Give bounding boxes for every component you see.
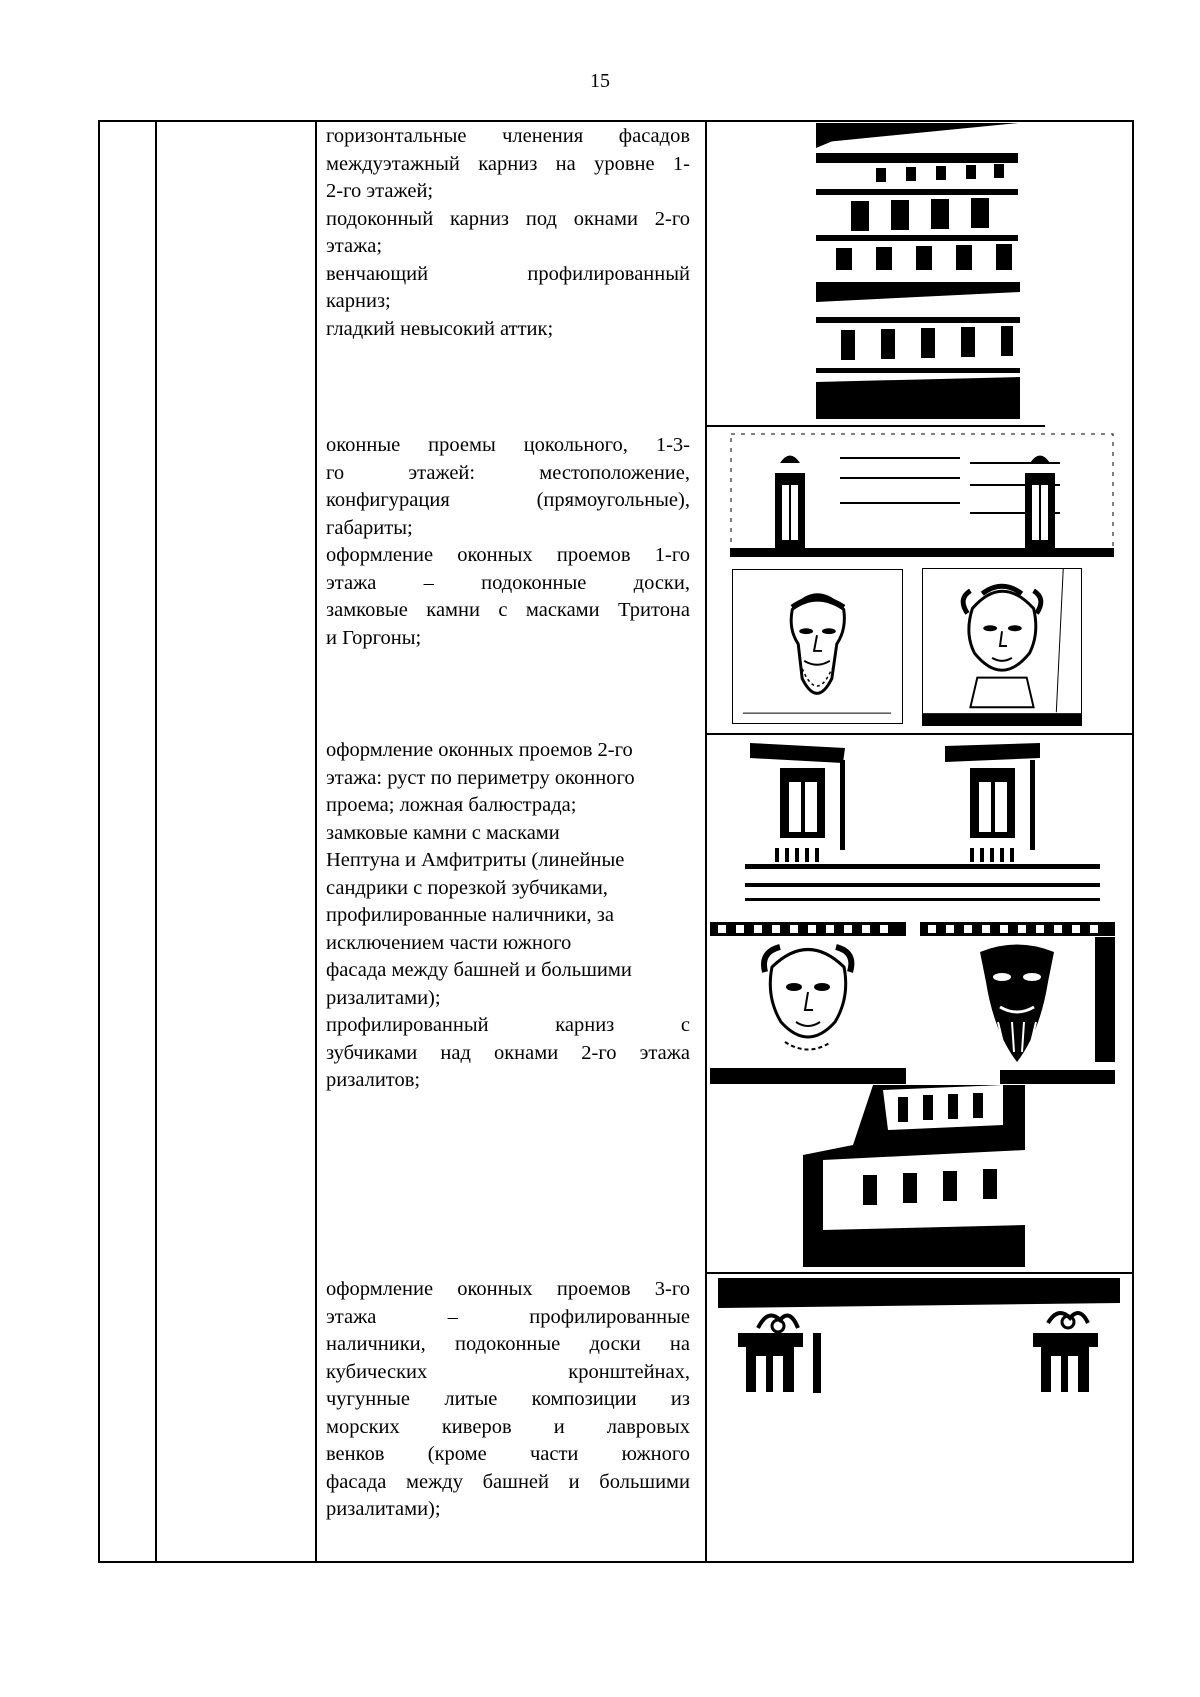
- text-line: кубических кронштейнах,: [326, 1360, 690, 1383]
- text-line: 2-го этажей;: [326, 180, 434, 202]
- text-line: зубчиками над окнами 2-го этажа: [326, 1041, 690, 1064]
- neptune-mask-photo: [920, 922, 1115, 1086]
- text-line: этажа: руст по периметру оконного: [326, 766, 635, 789]
- text-line: оформление оконных проемов 2-го: [326, 739, 633, 761]
- table-border-top: [98, 120, 1134, 122]
- second-floor-windows-photo: [745, 738, 1100, 908]
- row-divider-3: [705, 1272, 1132, 1274]
- window-openings-photo: [730, 433, 1114, 557]
- text-line: карниз;: [326, 290, 391, 312]
- page-number: 15: [590, 70, 610, 92]
- row-divider-2: [705, 733, 1132, 735]
- table-col-divider-2: [315, 120, 317, 1562]
- text-line: профилированный карниз с: [326, 1014, 690, 1036]
- text-line: Нептуна и Амфитриты (линейные: [326, 849, 625, 871]
- text-line: замковые камни с масками Тритона: [326, 599, 690, 621]
- risalit-cornice-photo: [803, 1085, 1025, 1267]
- text-line: профилированные наличники, за: [326, 904, 614, 926]
- facade-attic-photo: [816, 282, 1020, 419]
- text-line: ризалитами);: [326, 1498, 441, 1520]
- amphitrite-mask-photo: [710, 922, 906, 1084]
- table-border-bottom: [98, 1561, 1134, 1563]
- table-border-right: [1132, 120, 1134, 1562]
- text-line: венчающий профилированный: [326, 262, 690, 285]
- text-line: подоконный карниз под окнами 2-го: [326, 207, 690, 230]
- text-line: исключением части южного: [326, 931, 572, 954]
- text-line: оформление оконных проемов 3-го: [326, 1278, 690, 1300]
- facade-cornices-photo: [816, 123, 1018, 270]
- row-divider-1: [705, 425, 1045, 427]
- text-line: оформление оконных проемов 1-го: [326, 544, 690, 566]
- text-line: фасада между башней и большими: [326, 959, 632, 981]
- text-line: этажа – профилированные: [326, 1305, 690, 1328]
- text-line: го этажей: местоположение,: [326, 461, 690, 484]
- table-col-divider-3: [705, 120, 707, 1562]
- text-line: проема; ложная балюстрада;: [326, 794, 577, 816]
- text-line: гладкий невысокий аттик;: [326, 317, 554, 340]
- text-line: этажа – подоконные доски,: [326, 571, 690, 594]
- text-line: наличники, подоконные доски на: [326, 1333, 690, 1355]
- third-floor-windows-photo: [718, 1278, 1120, 1398]
- row-4-text: [326, 1276, 690, 1524]
- text-line: этажа;: [326, 235, 383, 257]
- text-line: ризалитов;: [326, 1069, 421, 1091]
- text-line: горизонтальные членения фасадов: [326, 125, 690, 147]
- row-2-text: [326, 432, 690, 652]
- text-line: фасада между башней и большими: [326, 1470, 690, 1493]
- text-line: венков (кроме части южного: [326, 1443, 690, 1465]
- text-line: габариты;: [326, 516, 413, 539]
- row-1-text: [326, 123, 690, 343]
- text-line: междуэтажный карниз на уровне 1-: [326, 152, 690, 175]
- text-line: замковые камни с масками: [326, 821, 560, 844]
- text-line: и Горгоны;: [326, 626, 422, 649]
- text-line: ризалитами);: [326, 986, 441, 1009]
- table-col-divider-1: [155, 120, 157, 1562]
- row-3-text: [326, 737, 690, 1095]
- text-line: конфигурация (прямоугольные),: [326, 489, 690, 511]
- table-border-left: [98, 120, 100, 1562]
- text-line: сандрики с порезкой зубчиками,: [326, 876, 608, 899]
- text-line: оконные проемы цокольного, 1-3-: [326, 434, 690, 456]
- triton-mask-photo: [732, 569, 903, 724]
- text-line: морских киверов и лавровых: [326, 1415, 690, 1438]
- text-line: чугунные литые композиции из: [326, 1388, 690, 1410]
- gorgon-mask-photo: [922, 568, 1082, 726]
